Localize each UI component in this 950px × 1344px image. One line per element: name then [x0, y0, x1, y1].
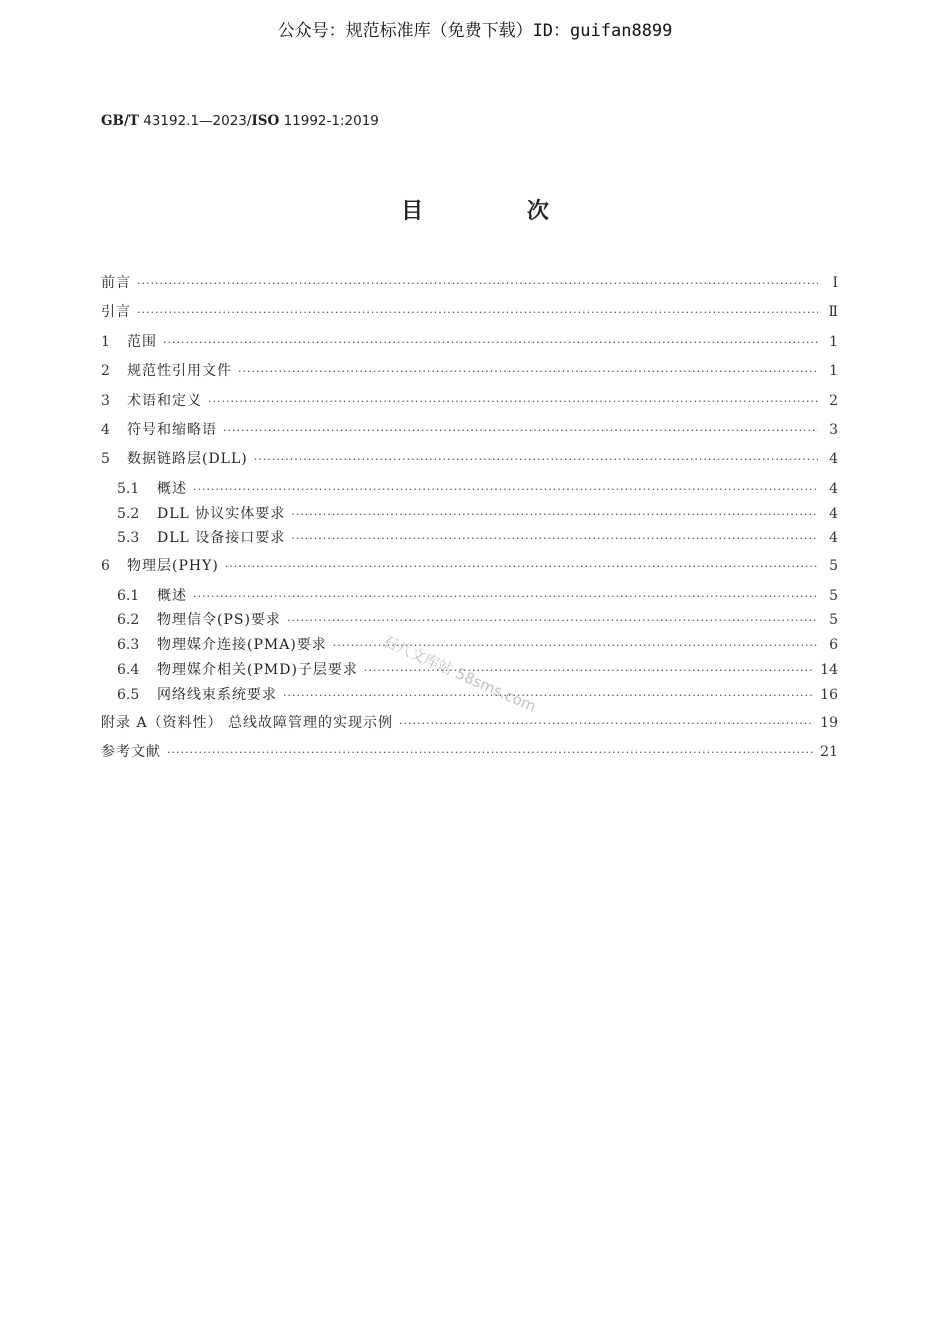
toc-entry-label: 物理层(PHY) — [127, 558, 219, 575]
toc-entry-number: 6.5 — [117, 686, 140, 703]
toc-entry-label: 概述 — [157, 587, 187, 604]
toc-entry-number: 6 — [101, 558, 110, 575]
toc-entry[interactable] — [101, 634, 838, 659]
source-banner: 公众号：规范标准库（免费下载）ID：guifan8899 — [277, 21, 673, 41]
toc-entry-page: 5 — [829, 558, 838, 575]
toc-entry[interactable] — [101, 478, 838, 503]
toc-entry-number: 6.2 — [117, 612, 140, 629]
toc-entry-page: 3 — [829, 421, 838, 438]
toc-leader-dots — [137, 273, 818, 295]
toc-entry-number: 6.3 — [117, 637, 140, 654]
iso-number: 11992-1:2019 — [283, 113, 379, 129]
toc-entry-number: 5.3 — [117, 530, 140, 547]
toc-entry-number: 4 — [101, 421, 110, 438]
toc-entry-label: DLL 设备接口要求 — [157, 530, 286, 547]
toc-entry-number: 3 — [101, 392, 110, 409]
toc-entry-label: 数据链路层(DLL) — [127, 451, 248, 468]
toc-entry-number: 5.1 — [117, 480, 140, 497]
toc-entry-page: 1 — [829, 333, 838, 350]
toc-entry-label: 物理信令(PS)要求 — [157, 612, 281, 629]
toc-entry-number: 6.1 — [117, 587, 140, 604]
toc-leader-dots — [193, 586, 818, 608]
toc-entry-number: 1 — [101, 333, 110, 350]
iso-prefix: ISO — [251, 113, 280, 129]
toc-entry-page: 6 — [829, 637, 838, 654]
toc-entry-page: 21 — [820, 743, 838, 760]
toc-entry-label: 概述 — [157, 480, 187, 497]
toc-entry[interactable] — [101, 360, 838, 389]
toc-entry-label: 参考文献 — [101, 743, 161, 760]
toc-entry[interactable] — [101, 331, 838, 360]
toc-entry-number: 5 — [101, 451, 110, 468]
toc-entry-page: 5 — [829, 612, 838, 629]
toc-entry-page: Ⅱ — [828, 304, 838, 321]
toc-entry-page: 4 — [829, 451, 838, 468]
toc-entry-page: 19 — [820, 714, 838, 731]
toc-entry-page: 16 — [820, 686, 838, 703]
toc-entry[interactable] — [101, 448, 838, 477]
standard-number — [101, 113, 379, 129]
gb-number: 43192.1—2023/ — [143, 113, 252, 129]
toc-entry-number: 2 — [101, 363, 110, 380]
toc-entry-page: 2 — [829, 392, 838, 409]
toc-entry-label: 术语和定义 — [127, 392, 202, 409]
toc-leader-dots — [291, 504, 818, 526]
toc-entry-page: Ⅰ — [832, 275, 838, 291]
toc-entry[interactable] — [101, 419, 838, 448]
page-title: 目 次 — [401, 199, 597, 224]
toc-entry[interactable] — [101, 503, 838, 528]
toc-entry[interactable] — [101, 609, 838, 634]
toc-leader-dots — [399, 713, 814, 735]
toc-leader-dots — [254, 449, 818, 471]
toc-leader-dots — [137, 302, 818, 324]
toc-leader-dots — [283, 685, 814, 707]
toc-entry[interactable] — [101, 555, 838, 584]
toc-entry-label: 网络线束系统要求 — [157, 686, 277, 703]
gb-prefix: GB/T — [101, 113, 139, 129]
toc-entry-number: 6.4 — [117, 661, 140, 678]
toc-entry[interactable] — [101, 527, 838, 552]
toc-entry-page: 1 — [829, 363, 838, 380]
toc-entry-label: 前言 — [101, 275, 131, 291]
toc-entry[interactable] — [101, 390, 838, 419]
toc-entry-label: 物理媒介相关(PMD)子层要求 — [157, 661, 358, 678]
toc-leader-dots — [167, 742, 814, 764]
toc-leader-dots — [163, 332, 818, 354]
toc-entry-page: 4 — [829, 505, 838, 522]
toc-entry-page: 4 — [829, 530, 838, 547]
toc-entry-label: 规范性引用文件 — [127, 363, 232, 380]
toc-entry-label: 附录 A（资料性） 总线故障管理的实现示例 — [101, 714, 394, 731]
toc-leader-dots — [208, 391, 818, 413]
toc-entry[interactable] — [101, 741, 838, 770]
toc-entry-number: 5.2 — [117, 505, 140, 522]
toc-entry-label: 符号和缩略语 — [127, 421, 217, 438]
toc-leader-dots — [287, 610, 818, 632]
toc-entry[interactable] — [101, 712, 838, 741]
toc-entry[interactable] — [101, 585, 838, 610]
toc-entry-label: 物理媒介连接(PMA)要求 — [157, 637, 327, 654]
toc-leader-dots — [223, 420, 818, 442]
table-of-contents — [101, 272, 838, 770]
toc-leader-dots — [291, 528, 818, 550]
toc-entry-label: 范围 — [127, 333, 157, 350]
toc-entry-page: 14 — [820, 661, 838, 678]
toc-entry[interactable] — [101, 272, 838, 301]
watermark: 石八文库站 58sms.com — [379, 631, 539, 716]
toc-entry-page: 5 — [829, 587, 838, 604]
toc-leader-dots — [238, 361, 818, 383]
toc-entry[interactable] — [101, 301, 838, 330]
toc-leader-dots — [193, 479, 818, 501]
toc-leader-dots — [225, 556, 818, 578]
toc-entry-label: DLL 协议实体要求 — [157, 505, 286, 522]
toc-entry-page: 4 — [829, 480, 838, 497]
toc-entry-label: 引言 — [101, 304, 131, 321]
